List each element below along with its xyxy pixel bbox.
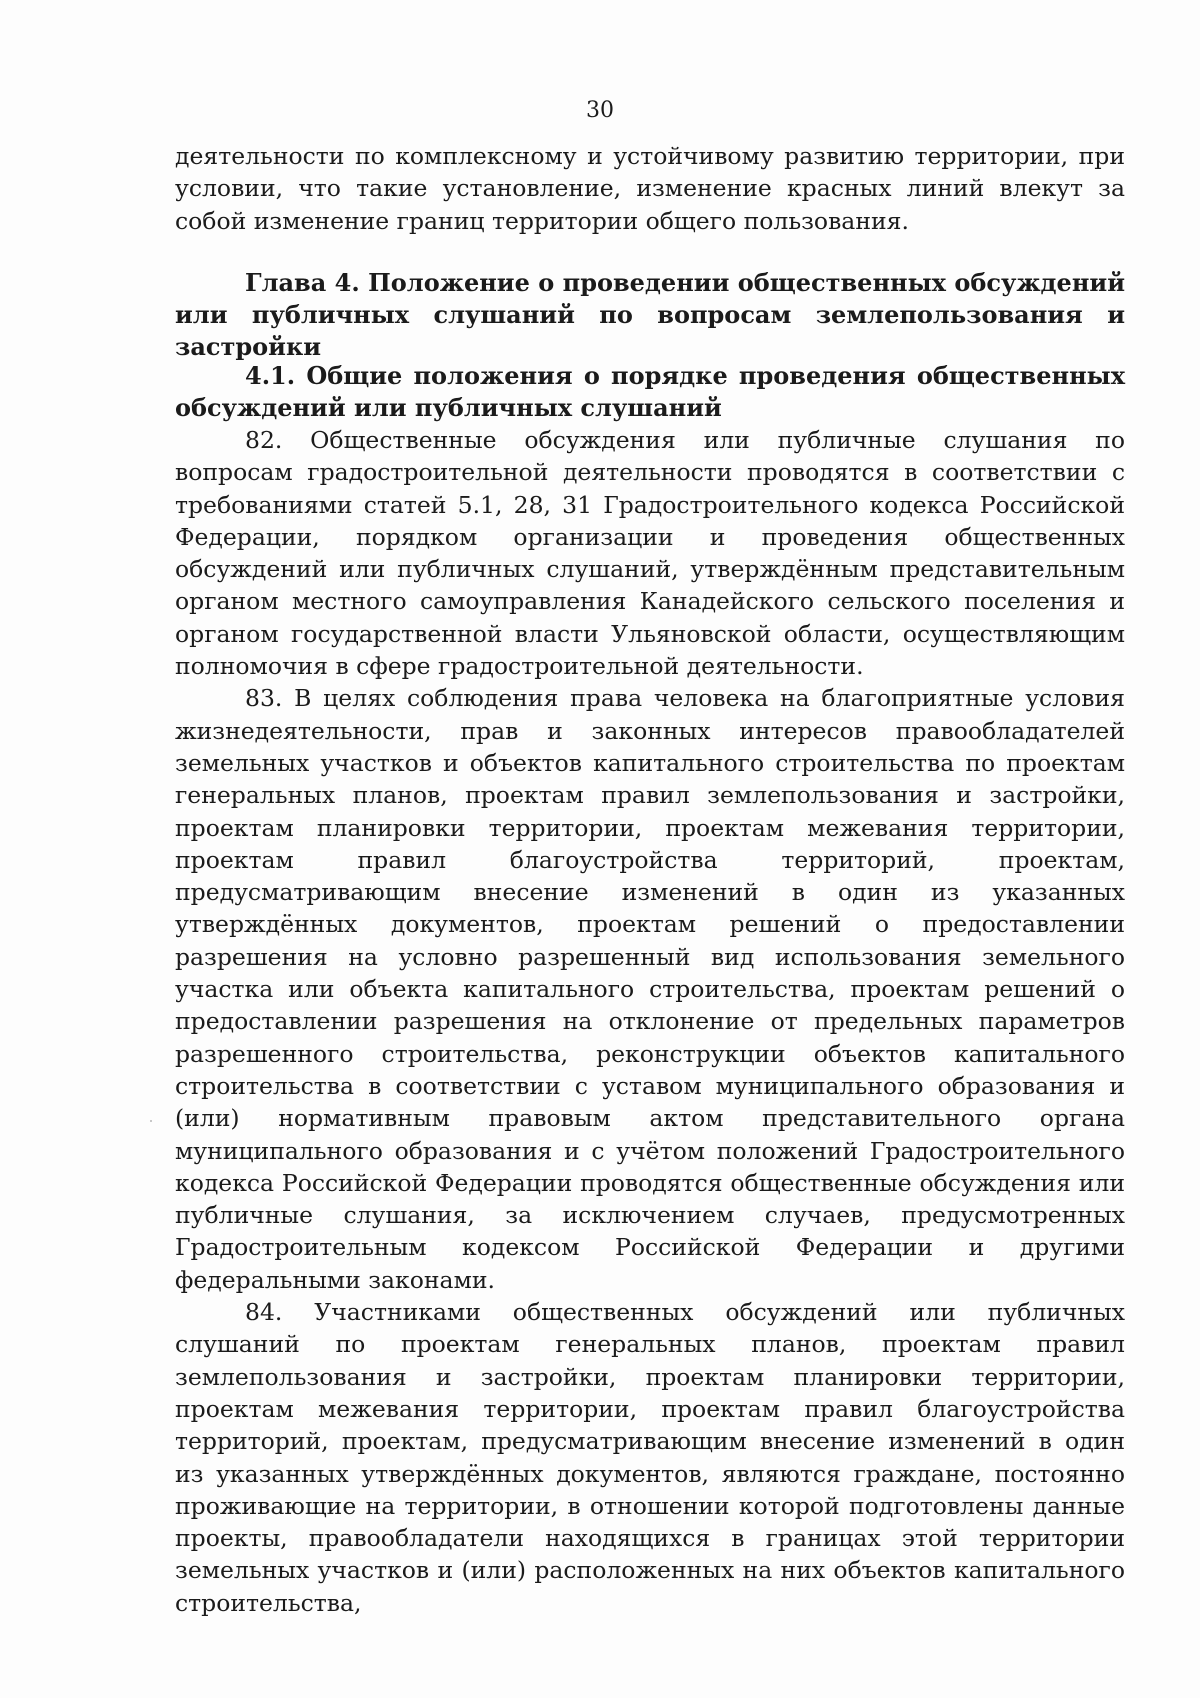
page-number: 30: [586, 98, 614, 123]
intro-paragraph: деятельности по комплексному и устойчивому развитию территории, при условии, что такие установление, изменение красных линий влекут за собой изменение границ территории общего пользования.: [175, 142, 1125, 235]
scan-artifact-dot: [150, 1120, 152, 1122]
main-text-block: [175, 424, 1125, 1619]
paragraph-82: 82. Общественные обсуждения или публичные слушания по вопросам градостроительной деятельности проводятся в соответствии с требованиями статей 5.1, 28, 31 Градостроительного кодекса Российской Федерации, порядком организации и проведения общественных обсуждений или публичных слушаний, утверждённым представительным органом местного самоуправления Канадейского сельского поселения и органом государственной власти Ульяновской области, осуществляющим полномочия в сфере градостроительной деятельности.: [175, 426, 1125, 681]
chapter-heading: Глава 4. Положение о проведении общественных обсуждений или публичных слушаний по вопросам землепользования и застройки: [175, 268, 1125, 361]
intro-paragraph-block: [175, 140, 1125, 237]
section-heading: 4.1. Общие положения о порядке проведения общественных обсуждений или публичных слушаний: [175, 361, 1125, 422]
paragraph-84: 84. Участниками общественных обсуждений или публичных слушаний по проектам генеральных планов, проектам правил землепользования и застройки, проектам планировки территории, проектам межевания территории, проектам правил благоустройства территорий, проектам, предусматривающим внесение изменений в один из указанных утверждённых документов, являются граждане, постоянно проживающие на территории, в отношении которой подготовлены данные проекты, правообладатели находящихся в границах этой территории земельных участков и (или) расположенных на них объектов капитального строительства,: [175, 1298, 1125, 1617]
paragraph-83: 83. В целях соблюдения права человека на благоприятные условия жизнедеятельности, прав и законных интересов правообладателей земельных участков и объектов капитального строительства по проектам генеральных планов, проектам правил землепользования и застройки, проектам планировки территории, проектам межевания территории, проектам правил благоустройства территорий, проектам, предусматривающим внесение изменений в один из указанных утверждённых документов, проектам решений о предоставлении разрешения на условно разрешенный вид использования земельного участка или объекта капитального строительства, проектам решений о предоставлении разрешения на отклонение от предельных параметров разрешенного строительства, реконструкции объектов капитального строительства в соответствии с уставом муниципального образования и (или) нормативным правовым актом представительного органа муниципального образования и с учётом положений Градостроительного кодекса Российской Федерации проводятся общественные обсуждения или публичные слушания, за исключением случаев, предусмотренных Градостроительным кодексом Российской Федерации и другими федеральными законами.: [175, 684, 1125, 1294]
